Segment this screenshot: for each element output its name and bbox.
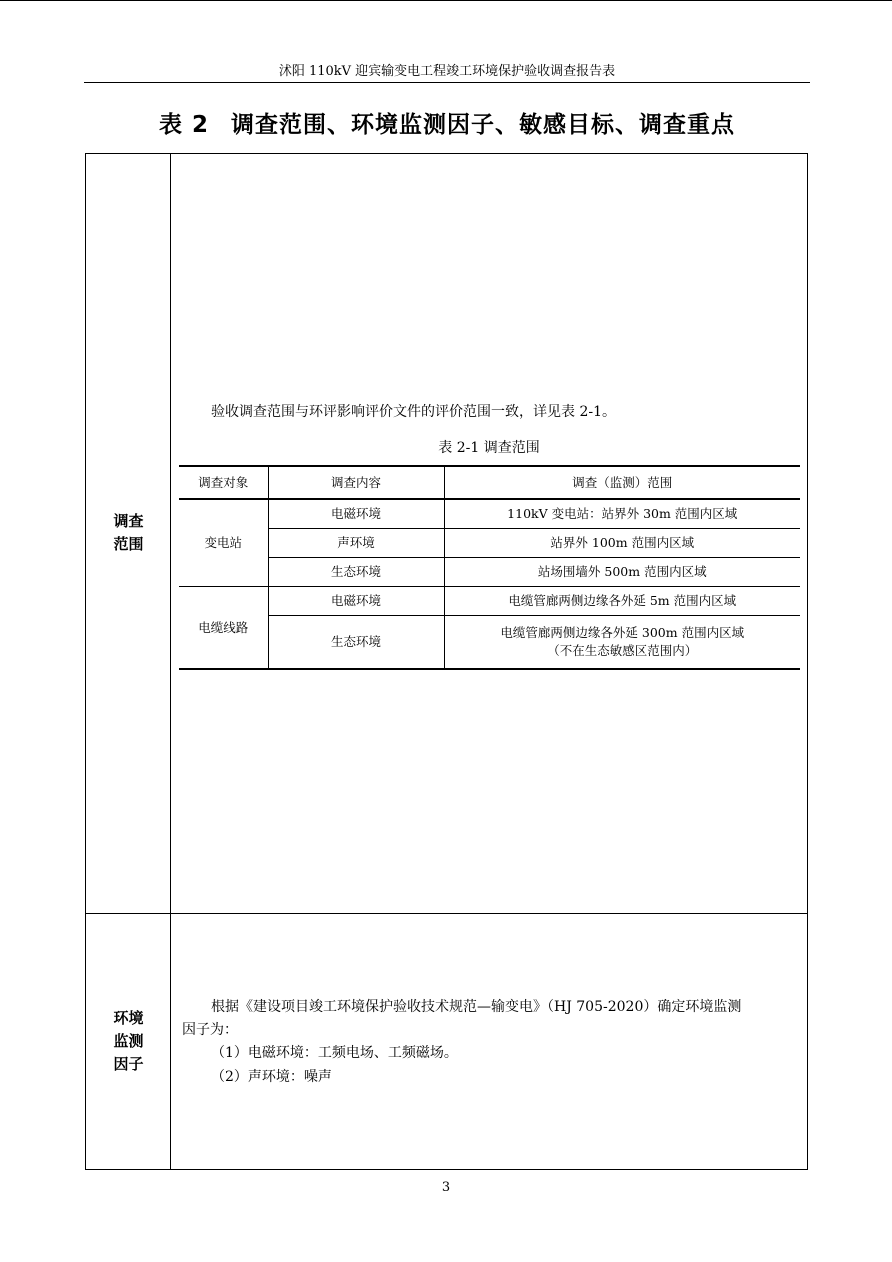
range-cell: 站界外 100m 范围内区域 [444, 529, 800, 558]
title-number: 表 2 [158, 112, 209, 138]
title-text: 调查范围、环境监测因子、敏感目标、调查重点 [231, 112, 735, 138]
range-cell: 站场围墙外 500m 范围内区域 [444, 558, 800, 587]
page-title [84, 110, 810, 140]
header-content: 调查内容 [268, 466, 444, 499]
table-caption: 表 2-1 调查范围 [438, 440, 540, 456]
scope-table [179, 465, 800, 670]
object-cell: 电缆线路 [179, 587, 268, 670]
object-cell: 变电站 [179, 499, 268, 587]
scope-intro: 验收调查范围与环评影响评价文件的评价范围一致，详见表 2-1。 [211, 404, 616, 420]
range-line1: 电缆管廊两侧边缘各外延 300m 范围内区域 [500, 625, 745, 640]
range-line2: （不在生态敏感区范围内） [547, 643, 698, 658]
page-top-border [0, 0, 892, 1]
range-cell [444, 616, 800, 670]
table-row [179, 499, 800, 529]
content-cell: 生态环境 [268, 616, 444, 670]
factors-label-line1: 环境 [113, 1009, 144, 1027]
range-cell: 110kV 变电站：站界外 30m 范围内区域 [444, 499, 800, 529]
table-row [179, 587, 800, 616]
table-row [179, 558, 800, 587]
factors-para-line2: 因子为： [182, 1022, 238, 1038]
factor-item-1: （1）电磁环境：工频电场、工频磁场。 [211, 1045, 458, 1061]
table-header-row [179, 466, 800, 499]
factor-item-2: （2）声环境：噪声 [211, 1069, 332, 1085]
content-cell: 生态环境 [268, 558, 444, 587]
content-cell: 声环境 [268, 529, 444, 558]
scope-row-label [86, 510, 171, 556]
scope-label-line2: 范围 [113, 535, 144, 553]
running-header: 沭阳 110kV 迎宾输变电工程竣工环境保护验收调查报告表 [278, 64, 616, 79]
table-row [179, 616, 800, 670]
header-range: 调查（监测）范围 [444, 466, 800, 499]
header-object: 调查对象 [179, 466, 268, 499]
scope-label-line1: 调查 [113, 512, 144, 530]
page-number: 3 [441, 1180, 451, 1195]
table-row [179, 529, 800, 558]
content-cell: 电磁环境 [268, 587, 444, 616]
factors-label-line3: 因子 [113, 1055, 144, 1073]
factors-row-label [86, 1007, 171, 1076]
row-divider [86, 913, 807, 914]
content-cell: 电磁环境 [268, 499, 444, 529]
factors-para-line1: 根据《建设项目竣工环境保护验收技术规范—输变电》（HJ 705-2020）确定环境监测 [211, 999, 742, 1015]
header-rule [84, 82, 810, 83]
factors-label-line2: 监测 [113, 1032, 144, 1050]
range-cell: 电缆管廊两侧边缘各外延 5m 范围内区域 [444, 587, 800, 616]
